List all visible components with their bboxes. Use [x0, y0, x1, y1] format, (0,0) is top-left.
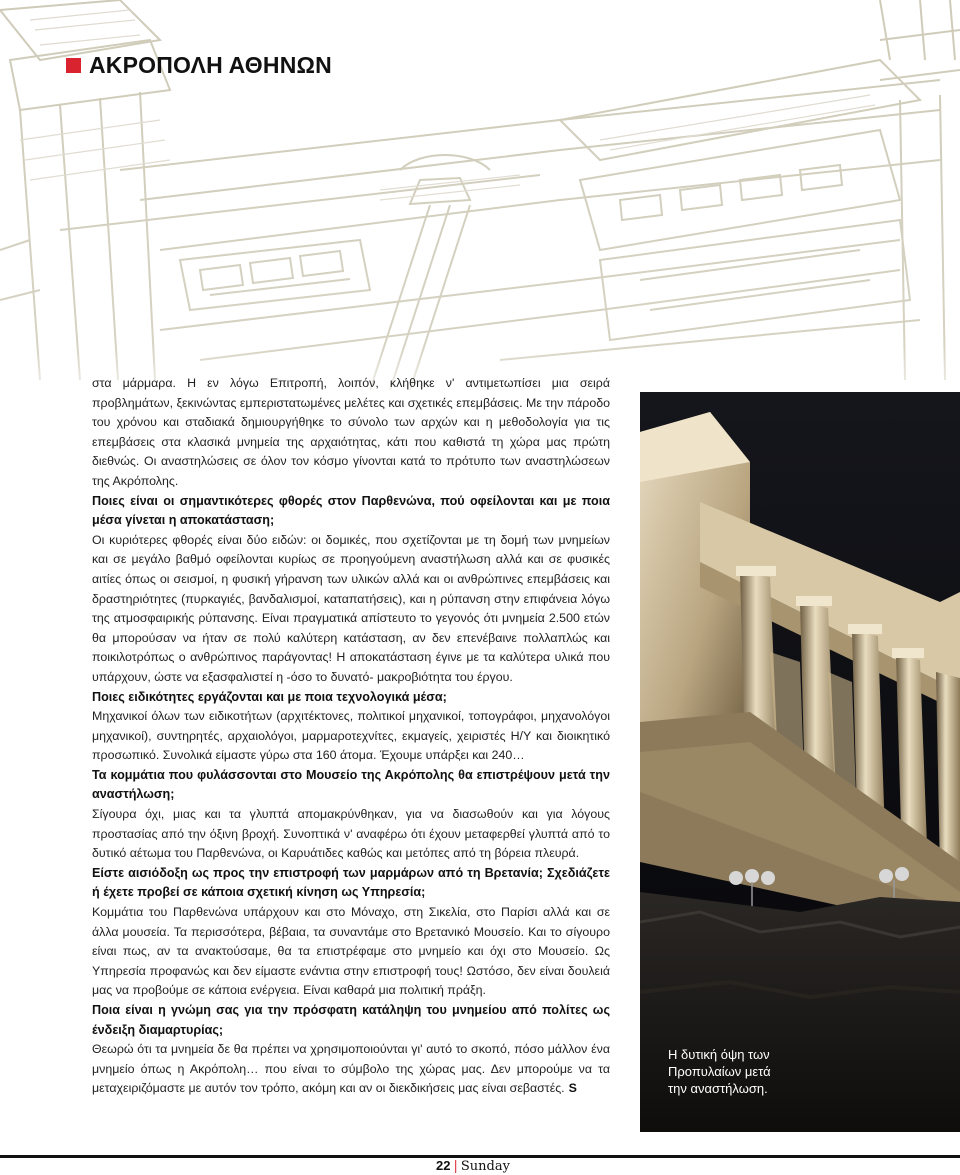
- body-paragraph: [92, 707, 610, 766]
- body-paragraph: [92, 374, 610, 492]
- photo-caption: Η δυτική όψη των Προπυλαίων μετά την αναστήλωση.: [668, 1047, 771, 1096]
- body-paragraph: [92, 805, 610, 864]
- interview-question: [92, 688, 610, 708]
- page-number-line: [436, 1158, 510, 1175]
- propylaea-photo: [640, 392, 960, 1132]
- section-title: ΑΚΡΟΠΟΛΗ ΑΘΗΝΩΝ: [89, 52, 332, 78]
- footer-separator: |: [453, 1159, 458, 1174]
- body-paragraph: [92, 903, 610, 1001]
- section-header: [66, 52, 332, 79]
- question-text: Ποιες είναι οι σημαντικότερες φθορές στον Παρθενώνα, πού οφείλονται και με ποια μέσα γίνεται η αποκατάσταση;: [92, 493, 610, 528]
- question-text: Είστε αισιόδοξη ως προς την επιστροφή των μαρμάρων από τη Βρετανία; Σχεδιάζετε ή έχετε προβεί σε κάποια σχετική κίνηση ως Υπηρεσία;: [92, 865, 610, 900]
- interview-question: [92, 864, 610, 903]
- paragraph-text: Θεωρώ ότι τα μνημεία δε θα πρέπει να χρησιμοποιούνται γι' αυτό το σκοπό, πόσο μάλλον ένα μνημείο όπως η Ακρόπολη… που είναι το σύμβολο της χώρας μας. Δεν μπορούμε να τα μεταχειριζόμαστε με αυτόν τον τρόπο, ακόμη και αν οι διεκδικήσεις μας είναι σεβαστές.: [92, 1042, 610, 1096]
- paragraph-text: Κομμάτια του Παρθενώνα υπάρχουν και στο Μόναχο, στη Σικελία, στο Παρίσι αλλά και σε άλλα μουσεία. Τα περισσότερα, βέβαια, τα συναντάμε στο Βρετανικό Μουσείο. Και το σίγουρο είναι πως, αν τα ανακτούσαμε, θα τα επιστρέφαμε στο μνημείο και όχι στο Μουσείο. Ως Υπηρεσία προφανώς και δεν είμαστε ενάντια στην επιστροφή τους! Ωστόσο, δεν είναι δουλειά μας να προβούμε σε κάποια ενέργεια. Είναι καθαρά μια πολιτική πράξη.: [92, 905, 610, 998]
- paragraph-text: Μηχανικοί όλων των ειδικοτήτων (αρχιτέκτονες, πολιτικοί μηχανικοί, τοπογράφοι, μηχανολόγοι μηχανικοί), συντηρητές, αρχαιολόγοι, μαρμαροτεχνίτες, εκμαγείς, χειριστές Η/Υ και διοικητικό προσωπικό. Συνολικά είμαστε γύρω στα 160 άτομα. Έχουμε υπάρξει και 240…: [92, 709, 610, 763]
- question-text: Τα κομμάτια που φυλάσσονται στο Μουσείο της Ακρόπολης θα επιστρέψουν μετά την αναστήλωση;: [92, 767, 610, 802]
- paragraph-text: Οι κυριότερες φθορές είναι δύο ειδών: οι δομικές, που σχετίζονται με τη δομή των μνημείων και σε μεγάλο βαθμό οφείλονται κυρίως σε προηγούμενη αναστήλωση αλλά και σε φυσικές αιτίες όπως οι σεισμοί, η φυσική γήρανση των υλικών αλλά και οι ανθρώπινες επεμβάσεις και δραστηριότητες (πυρκαγιές, βανδαλισμοί, καταπατήσεις), και η ρύπανση στην επιφάνεια λόγω της ατμοσφαιρικής ρύπανσης. Είναι πραγματικά απίστευτο το γεγονός ότι μνημεία 2.500 ετών θα μπορούσαν να ήταν σε πολύ καλύτερη κατάσταση, αν δεν επενέβαινε πολλαπλώς και ποικιλοτρόπως ο ανθρώπινος παράγοντας! Η αποκατάσταση έγινε με τα καλύτερα υλικά που υπάρχουν, ώστε να εξασφαλιστεί η -όσο το δυνατό- μακροβιότητα του έργου.: [92, 532, 610, 684]
- paragraph-text: Σίγουρα όχι, μιας και τα γλυπτά απομακρύνθηκαν, για να διασωθούν και για λόγους προστασίας από την όξινη βροχή. Συνοπτικά ν' αναφέρω ότι έχουν μεταφερθεί γλυπτά από το δυτικό αέτωμα του Παρθενώνα, οι Καρυάτιδες καθώς και μετόπες από τη βόρεια πλευρά.: [92, 807, 610, 861]
- interview-question: [92, 1001, 610, 1040]
- red-square-icon: [66, 58, 81, 73]
- question-text: Ποιες ειδικότητες εργάζονται και με ποια τεχνολογικά μέσα;: [92, 689, 447, 704]
- end-mark: S: [568, 1081, 577, 1096]
- page-footer: [0, 1155, 960, 1174]
- propylaea-night-image: [640, 392, 960, 1132]
- article-body: [92, 374, 610, 1099]
- page-number: 22: [436, 1158, 451, 1173]
- body-paragraph: [92, 1040, 610, 1099]
- paragraph-text: στα μάρμαρα. Η εν λόγω Επιτροπή, λοιπόν, κλήθηκε ν' αντιμετωπίσει μια σειρά προβλημάτων, ξεκινώντας εμπεριστατωμένες μελέτες και σχετικές επεμβάσεις. Με την πάροδο του χρόνου και σταδιακά δημιουργήθηκε το σύνολο των αρχών και η μεθοδολογία για τις επεμβάσεις στα κλασικά μνημεία της αρχαιότητας, κάτι που καθιστά τη χώρα μας πρώτη διεθνώς. Οι αναστηλώσεις σε όλον τον κόσμο γίνονται κατά το πρότυπο των αναστηλώσεων της Ακρόπολης.: [92, 376, 610, 488]
- body-paragraph: [92, 531, 610, 688]
- magazine-name: Sunday: [460, 1159, 510, 1174]
- interview-question: [92, 492, 610, 531]
- question-text: Ποια είναι η γνώμη σας για την πρόσφατη κατάληψη του μνημείου από πολίτες ως ένδειξη διαμαρτυρίας;: [92, 1003, 610, 1037]
- interview-question: [92, 766, 610, 805]
